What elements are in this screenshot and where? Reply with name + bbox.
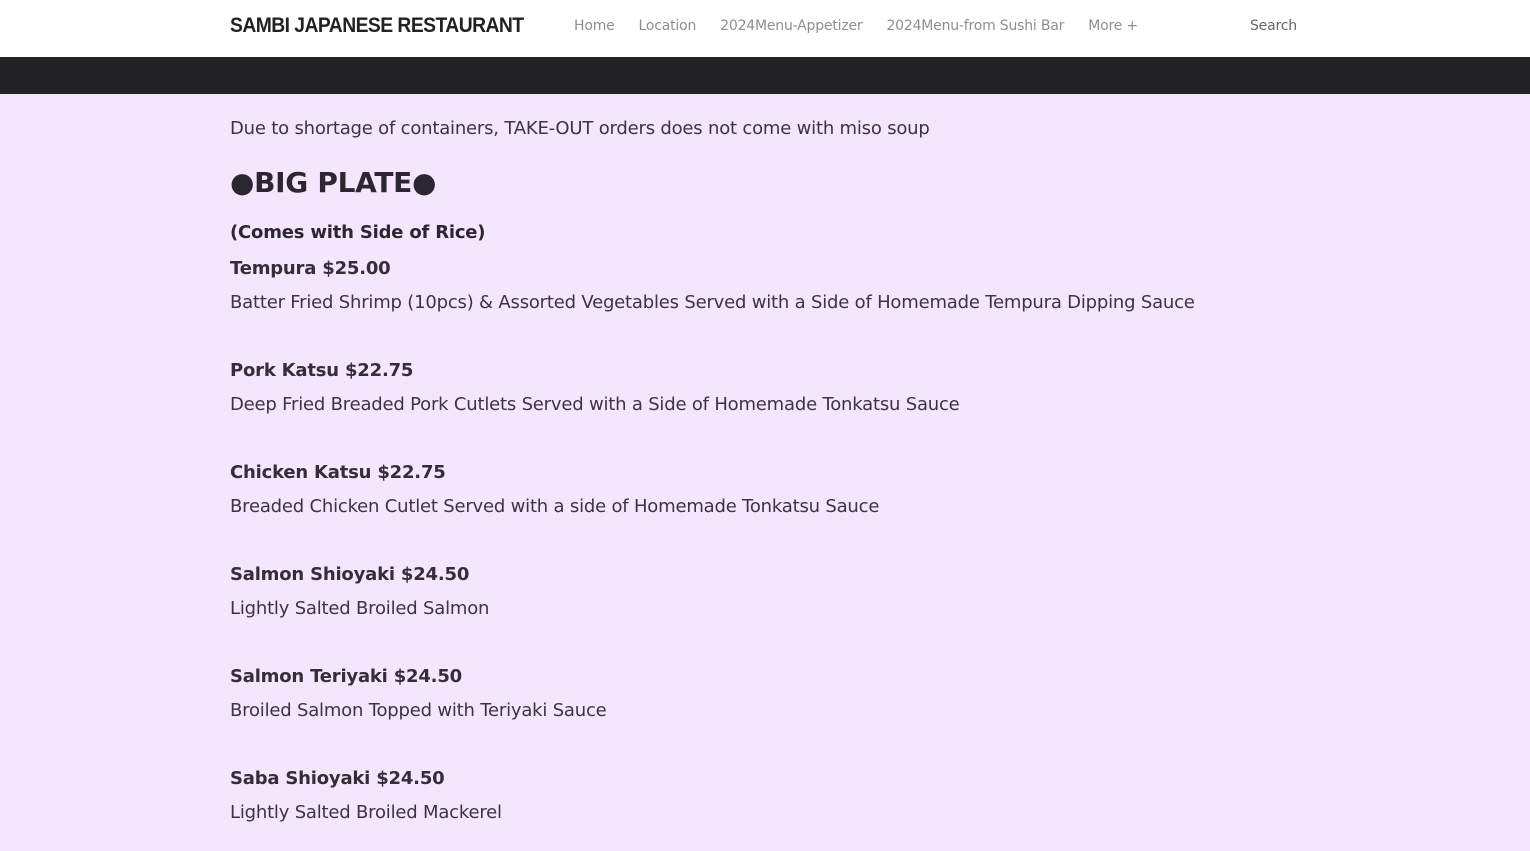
menu-item-name: Saba Shioyaki $24.50 [230, 768, 445, 789]
menu-item-name: Chicken Katsu $22.75 [230, 462, 446, 483]
takeout-notice: Due to shortage of containers, TAKE-OUT orders does not come with miso soup [230, 118, 930, 139]
menu-item-name: Salmon Teriyaki $24.50 [230, 666, 462, 687]
nav-location-link[interactable]: Location [638, 18, 697, 34]
menu-item-description: Lightly Salted Broiled Salmon [230, 598, 490, 619]
nav-more-menu-toggle[interactable]: More + [1088, 18, 1138, 34]
nav-sushi-bar-menu-link[interactable]: 2024Menu-from Sushi Bar [886, 18, 1065, 34]
search-link[interactable]: Search [1250, 18, 1297, 34]
section-heading: ●BIG PLATE● [230, 166, 437, 199]
page-content-area [0, 94, 1530, 851]
menu-item-description: Broiled Salmon Topped with Teriyaki Sauce [230, 700, 607, 721]
menu-item-description: Batter Fried Shrimp (10pcs) & Assorted Vegetables Served with a Side of Homemade Tempura Dipping Sauce [230, 292, 1195, 313]
site-title-link[interactable]: SAMBI JAPANESE RESTAURANT [230, 14, 524, 37]
section-note: (Comes with Side of Rice) [230, 222, 486, 243]
menu-item-name: Pork Katsu $22.75 [230, 360, 414, 381]
menu-item-name: Salmon Shioyaki $24.50 [230, 564, 470, 585]
header-banner-strip [0, 57, 1530, 94]
nav-appetizer-menu-link[interactable]: 2024Menu-Appetizer [720, 18, 863, 34]
menu-item-description: Breaded Chicken Cutlet Served with a side of Homemade Tonkatsu Sauce [230, 496, 880, 517]
menu-item-name: Tempura $25.00 [230, 258, 391, 279]
top-navigation-bar [0, 0, 1530, 57]
main-nav [574, 18, 1138, 34]
nav-home-link[interactable]: Home [574, 18, 615, 34]
menu-item-description: Lightly Salted Broiled Mackerel [230, 802, 502, 823]
menu-item-description: Deep Fried Breaded Pork Cutlets Served with a Side of Homemade Tonkatsu Sauce [230, 394, 960, 415]
